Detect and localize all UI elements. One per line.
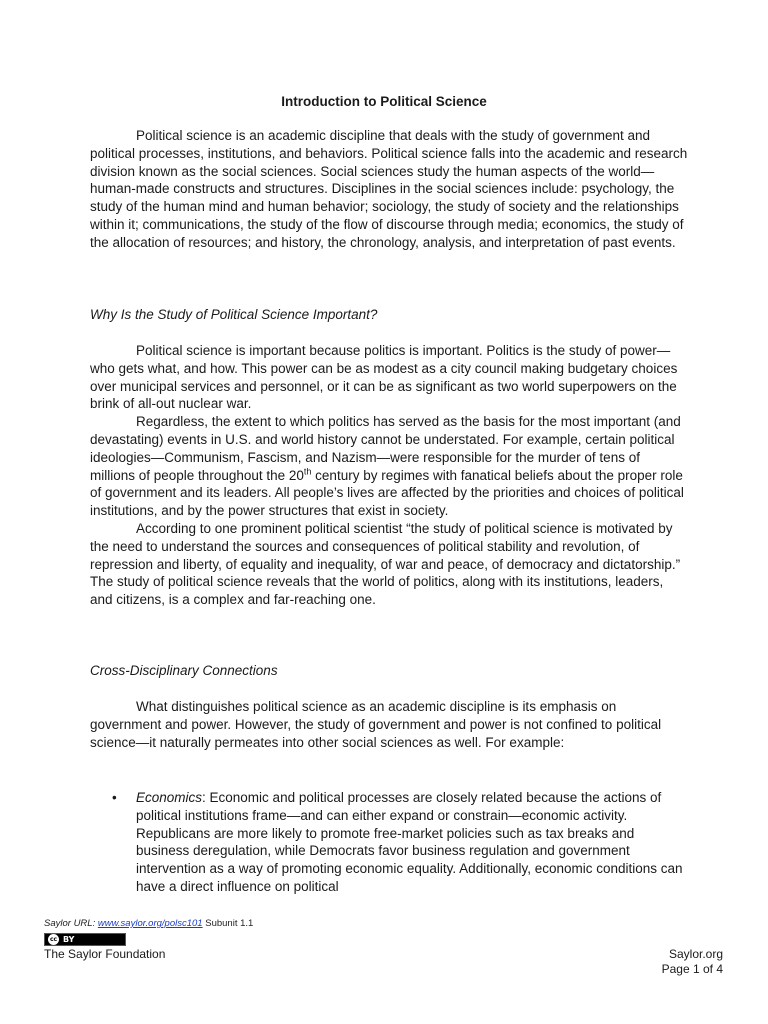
footer-subunit: Subunit 1.1 [202,918,254,929]
bullet-item-economics [136,789,688,896]
why-paragraph-2 [90,413,688,520]
section-why-heading-wrap [90,306,688,324]
bullet-description: : Economic and political processes are closely related because the actions of political institutions frame—and can either expand or constrain—economic activity. Republicans are more likely to promote free-market policies such as tax breaks and business deregulation, while Democrats favor business regulation and government intervention as a way of promoting economic equality. Additionally, economic conditions can have a direct influence on political [136,790,683,894]
ordinal-superscript: th [303,466,312,477]
cc-by-label: BY [63,935,75,944]
page-number: Page 1 of 4 [661,962,723,976]
section-why-body [90,342,688,609]
why-paragraph-3: According to one prominent political scientist “the study of political science is motivated by the need to understand the sources and consequences of political stability and revolution, of repression and liberty, of equality and inequality, of war and peace, of democracy and dictatorship.” The study of political science reveals that the world of politics, along with its institutions, leaders, and citizens, is a complex and far-reaching one. [90,520,681,608]
section-heading-why: Why Is the Study of Political Science Important? [90,307,378,322]
footer-saylor-url [44,918,253,929]
why-paragraph-2-text-b: century by regimes with fanatical beliefs about the proper role of government and its leaders. All people’s lives are affected by the priorities and choices of political institutions, and by the power structures that exist in society. [90,467,684,519]
document-title: Introduction to Political Science [281,94,487,109]
section-cross-body [90,698,688,751]
intro-paragraph: Political science is an academic discipline that deals with the study of government and political processes, institutions, and behaviors. Political science falls into the academic and research division known as the social sciences. Social sciences study the human aspects of the world—human-made constructs and structures. Disciplines in the social sciences include: psychology, the study of the human mind and human behavior; sociology, the study of society and the relationships within it; communications, the study of the flow of discourse through media; economics, the study of the allocation of resources; and history, the chronology, analysis, and interpretation of past events. [90,128,688,250]
why-paragraph-1: Political science is important because politics is important. Politics is the study of power—who gets what, and how. This power can be as modest as a city council making budgetary choices over municipal services and personnel, or it can be as significant as two world superpowers on the brink of all-out nuclear war. [90,343,678,412]
section-cross-heading-wrap [90,662,688,680]
footer-foundation: The Saylor Foundation [44,947,166,961]
footer-url-link[interactable]: www.saylor.org/polsc101 [97,918,203,929]
cc-by-license-badge[interactable] [44,933,126,946]
footer-url-label: Saylor URL: [44,918,98,929]
intro-section [90,127,688,252]
bullet-list [90,789,688,896]
bullet-marker: • [112,790,117,805]
bullet-term: Economics [136,790,203,805]
cc-icon: cc [49,936,58,943]
cross-paragraph-1: What distinguishes political science as an academic discipline is its emphasis on government and power. However, the study of government and power is not confined to political science—it naturally permeates into other social sciences as well. For example: [90,699,662,750]
footer-site: Saylor.org [668,947,723,961]
section-heading-cross-disciplinary: Cross-Disciplinary Connections [90,663,278,678]
why-paragraph-2-text-a: Regardless, the extent to which politics has served as the basis for the most important (and devastating) events in U.S. and world history cannot be understated. For example, certain political ideologies—Communism, Fascism, and Nazism—were responsible for the murder of tens of millions of people throughout the 20 [90,414,681,483]
